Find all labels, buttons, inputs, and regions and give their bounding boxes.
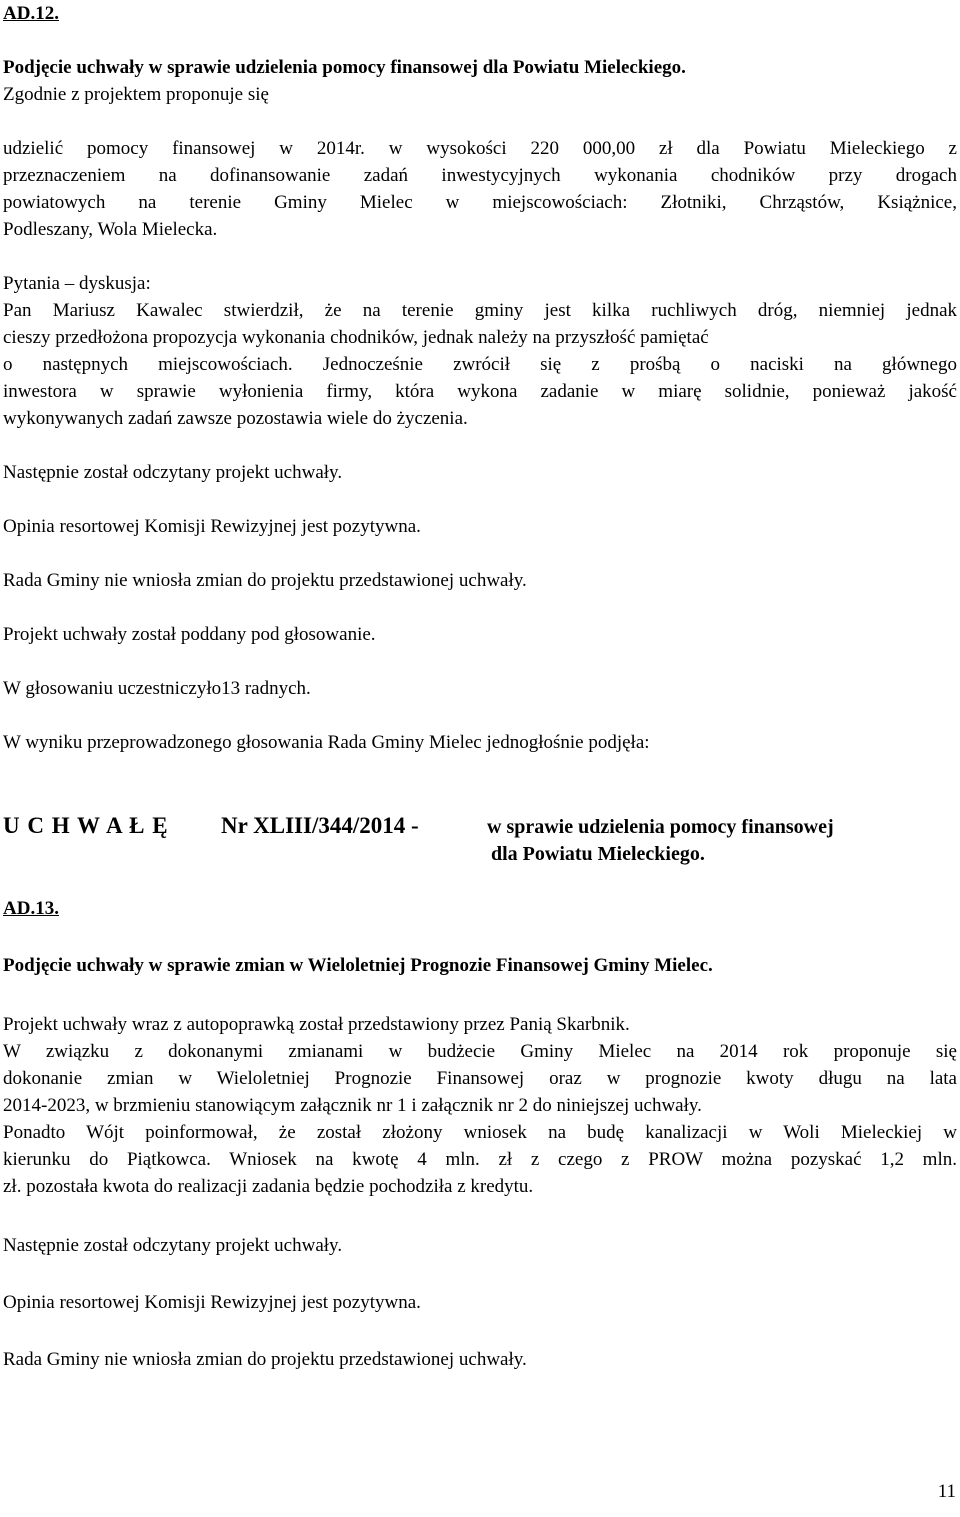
discussion-line: wykonywanych zadań zawsze pozostawia wiele do życzenia. (3, 408, 468, 429)
discussion-line: inwestora w sprawie wyłonienia firmy, która wykona zadanie w miarę solidnie, ponieważ jakość (3, 381, 957, 402)
resolution-number: Nr XLIII/344/2014 - (221, 813, 419, 838)
ad12-no-changes: Rada Gminy nie wniosła zmian do projektu przedstawionej uchwały. (3, 570, 527, 591)
resolution-subject: dla Powiatu Mieleckiego. (491, 843, 705, 865)
ad13-read: Następnie został odczytany projekt uchwały. (3, 1235, 343, 1256)
ad12-para-line: Podleszany, Wola Mielecka. (3, 219, 218, 240)
ad13-no-changes: Rada Gminy nie wniosła zmian do projektu przedstawionej uchwały. (3, 1349, 527, 1370)
ad12-heading: AD.12. (3, 3, 59, 24)
ad12-result: W wyniku przeprowadzonego głosowania Rada Gminy Mielec jednogłośnie podjęła: (3, 732, 650, 753)
discussion-line: o następnych miejscowościach. Jednocześnie zwrócił się z prośbą o naciski na głównego (3, 354, 957, 375)
discussion-line: Pan Mariusz Kawalec stwierdził, że na terenie gminy jest kilka ruchliwych dróg, niemniej jednak (3, 300, 957, 321)
ad12-opinion: Opinia resortowej Komisji Rewizyjnej jest pozytywna. (3, 516, 421, 537)
ad12-intro: Zgodnie z projektem proponuje się (3, 84, 269, 105)
ad13-line: dokonanie zmian w Wieloletniej Prognozie Finansowej oraz w prognozie kwoty długu na lata (3, 1068, 957, 1089)
page-number: 11 (937, 1481, 956, 1502)
ad12-title: Podjęcie uchwały w sprawie udzielenia pomocy finansowej dla Powiatu Mieleckiego. (3, 57, 686, 78)
ad13-line: 2014-2023, w brzmieniu stanowiącym załącznik nr 1 i załącznik nr 2 do niniejszej uchwały. (3, 1095, 702, 1116)
ad13-title: Podjęcie uchwały w sprawie zmian w Wieloletniej Prognozie Finansowej Gminy Mielec. (3, 955, 713, 976)
ad12-para-line: udzielić pomocy finansowej w 2014r. w wysokości 220 000,00 zł dla Powiatu Mieleckiego z (3, 138, 957, 159)
ad13-line: W związku z dokonanymi zmianami w budżecie Gminy Mielec na 2014 rok proponuje się (3, 1041, 957, 1062)
ad13-line: kierunku do Piątkowca. Wniosek na kwotę 4 mln. zł z czego z PROW można pozyskać 1,2 mln. (3, 1149, 957, 1170)
ad13-line: Ponadto Wójt poinformował, że został złożony wniosek na budę kanalizacji w Woli Mieleckiej w (3, 1122, 957, 1143)
discussion-line: cieszy przedłożona propozycja wykonania chodników, jednak należy na przyszłość pamiętać (3, 327, 709, 348)
ad12-para-line: przeznaczeniem na dofinansowanie zadań inwestycyjnych wykonania chodników przy drogach (3, 165, 957, 186)
resolution-label: U C H W A Ł Ę (3, 813, 169, 838)
ad13-opinion: Opinia resortowej Komisji Rewizyjnej jest pozytywna. (3, 1292, 421, 1313)
ad13-line: Projekt uchwały wraz z autopoprawką został przedstawiony przez Panią Skarbnik. (3, 1014, 630, 1035)
resolution-subject: w sprawie udzielenia pomocy finansowej (487, 816, 834, 838)
ad12-para-line: powiatowych na terenie Gminy Mielec w miejscowościach: Złotniki, Chrząstów, Książnice, (3, 192, 957, 213)
ad12-read: Następnie został odczytany projekt uchwały. (3, 462, 343, 483)
ad12-vote: Projekt uchwały został poddany pod głosowanie. (3, 624, 376, 645)
ad13-heading: AD.13. (3, 898, 59, 919)
ad13-line: zł. pozostała kwota do realizacji zadania będzie pochodziła z kredytu. (3, 1176, 534, 1197)
questions-label: Pytania – dyskusja: (3, 273, 151, 294)
ad12-participants: W głosowaniu uczestniczyło13 radnych. (3, 678, 311, 699)
